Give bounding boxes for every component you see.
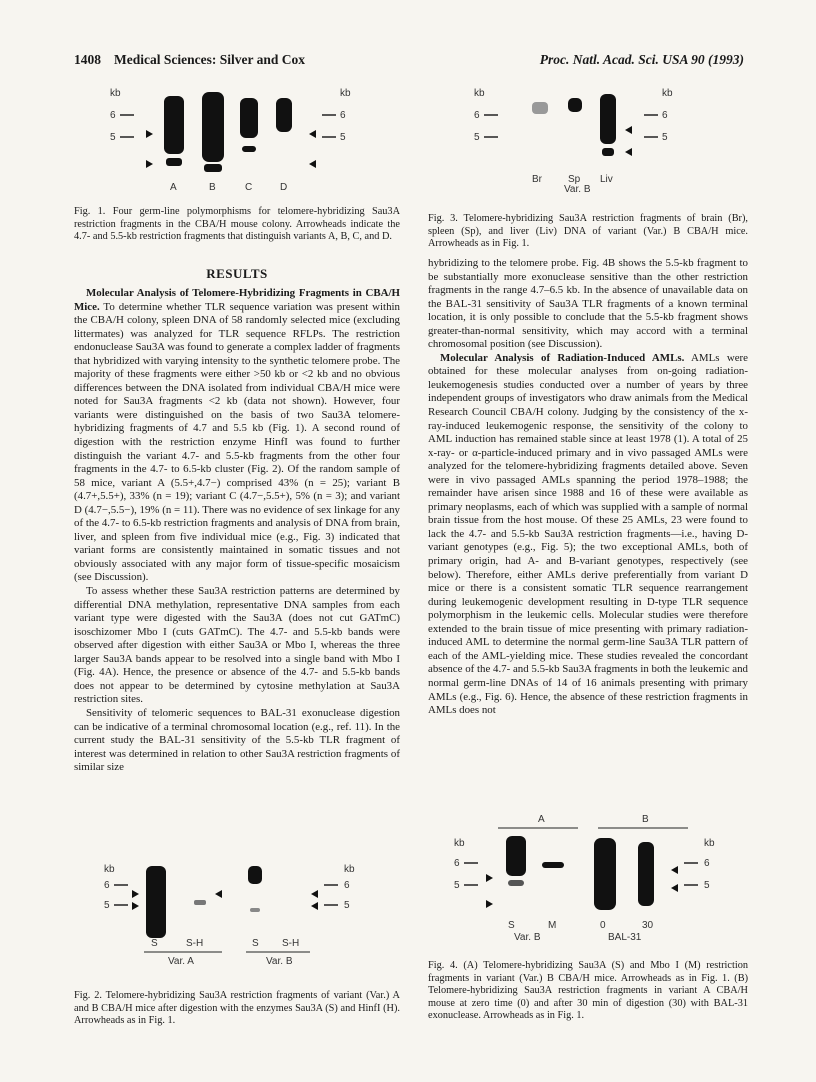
- fig3-group-label: Var. B: [564, 184, 591, 194]
- fig2-band-lane-sh: [194, 900, 206, 905]
- figure-3: [466, 84, 706, 194]
- figure-2-blot: [96, 860, 376, 998]
- fig2-arrowhead: [311, 902, 318, 910]
- fig1-arrowhead: [309, 160, 316, 168]
- right-column-text: [428, 257, 748, 718]
- fig3-kb6-right: 6: [662, 110, 668, 121]
- fig1-band-lane-a: [164, 96, 184, 154]
- fig1-band-lane-c: [240, 98, 258, 138]
- fig3-band-sp: [568, 98, 582, 112]
- fig2-lane-label: S-H: [282, 938, 300, 949]
- fig1-arrowhead: [146, 130, 153, 138]
- fig1-band-lane-d: [276, 98, 292, 132]
- fig4-group-label: BAL-31: [608, 932, 642, 943]
- figure-3-blot: [466, 84, 706, 194]
- fig2-kb-left: kb: [104, 864, 115, 875]
- fig4-band-m: [542, 862, 564, 868]
- paragraph: To assess whether these Sau3A restriction patterns are determined by differential DNA methylation, representative DNA samples from each variant type were digested with the Sau3A (does not cut GATmC) isoschizomer Mbo I (cuts GATmC). The 4.7- and 5.5-kb bands were observed after digestion with either Sau3A or Mbo I, whereas the three larger Sau3A bands appear to be resolved into a single band with Mbo I (Fig. 4A). Hence, the presence or absence of the 4.7- and 5.5-kb bands does not appear to be determined by cytosine methylation at Sau3A restriction sites.: [74, 585, 400, 706]
- figure-4: [448, 808, 738, 950]
- fig4-kb6-right: 6: [704, 858, 710, 869]
- fig3-arrowhead: [625, 126, 632, 134]
- figure-1-blot: [100, 84, 370, 196]
- fig1-arrowhead: [309, 130, 316, 138]
- paragraph: Molecular Analysis of Radiation-Induced AMLs. AMLs were obtained for these molecular analyses from on-going radiation-leukemogenesis studies conducted over a number of years by three independent groups of investigators who draw animals from the Medical Research Council CBA/H colony. Judging by the consistency of the x-ray-induced leukemogenic response, the sensitivity of the colony to AML induction has remained stable since at least 1978 (1). A total of 25 x-ray- or α-particle-induced primary and in vivo passaged AMLs were analyzed for the telomere-hybridizing fragments detailed above. Seven were in vivo passaged AMLs spanning the period 1978–1988; the remainder have arisen since 1988 and 16 of these were available as primary neoplasms, each of which was supplied with a sample of normal brain tissue from the host mouse. Of these 25 AMLs, 23 were found to lack the 4.7- and 5.5-kb Sau3A restriction fragments—i.e., having D-variant genotypes (e.g., Fig. 5); the two exceptional AMLs, both of primary origin, had A- and B-variant genotypes, respectively (see below). Therefore, either AMLs derive preferentially from variant D mice or there is a consistent somatic TLR sequence rearrangement during leukemogenic development resulting in D-type TLR sequence polymorphism in the leukemic cells. Molecular studies were therefore extended to the brain tissue of mice presenting with primary radiation-induced AML to determine the normal germ-line Sau3A TLR pattern of each of the AML-yielding mice. These studies revealed the concordant absence of the 4.7- and 5.5-kb Sau3A fragments in both the leukemic and normal germ-line DNAs of 14 of 16 animals presenting with primary AMLs (e.g., Fig. 6). Hence, the absence of these restriction fragments in AMLs does not: [428, 351, 748, 717]
- running-header: [74, 52, 744, 70]
- fig3-kb6-left: 6: [474, 110, 480, 121]
- fig4-kb6-left: 6: [454, 858, 460, 869]
- fig1-kb5-right: 5: [340, 132, 346, 143]
- fig3-kb-right: kb: [662, 88, 673, 99]
- paragraph-title: Molecular Analysis of Telomere-Hybridizing Fragments in CBA/H Mice.: [74, 287, 400, 313]
- fig1-kb-left: kb: [110, 88, 121, 99]
- fig2-kb5-left: 5: [104, 900, 110, 911]
- fig3-kb5-right: 5: [662, 132, 668, 143]
- fig4-band-30: [638, 842, 654, 906]
- fig2-lane-label: S: [151, 938, 158, 949]
- fig4-kb-right: kb: [704, 838, 715, 849]
- figure-2: [96, 860, 376, 998]
- fig1-band-lane-b: [202, 92, 224, 162]
- fig4-arrowhead: [486, 874, 493, 882]
- fig1-lane-label: B: [209, 182, 216, 193]
- fig1-arrowhead: [146, 160, 153, 168]
- fig4-group-label: Var. B: [514, 932, 541, 943]
- fig4-panel-b: B: [642, 814, 649, 825]
- figure-4-caption: Fig. 4. (A) Telomere-hybridizing Sau3A (S) and Mbo I (M) restriction fragments in variant (Var.) B CBA/H mice. Arrowheads as in Fig. 1. (B) Telomere-hybridizing Sau3A restriction fragments in variant A CBA/H mouse at zero time (0) and after 30 min of digestion (30) with BAL-31 exonuclease. Arrowheads as in Fig. 1.: [428, 960, 748, 1022]
- fig1-kb6-right: 6: [340, 110, 346, 121]
- fig4-arrowhead: [671, 884, 678, 892]
- fig3-band-br: [532, 102, 548, 114]
- fig3-lane-label: Br: [532, 174, 542, 185]
- journal-citation: Proc. Natl. Acad. Sci. USA 90 (1993): [539, 52, 744, 67]
- fig1-band-lane-a: [166, 158, 182, 166]
- fig2-kb5-right: 5: [344, 900, 350, 911]
- fig2-lane-label: S: [252, 938, 259, 949]
- section-title: Medical Sciences: Silver and Cox: [114, 52, 305, 67]
- fig4-kb5-left: 5: [454, 880, 460, 891]
- paragraph: Sensitivity of telomeric sequences to BAL-31 exonuclease digestion can be indicative of a terminal chromosomal location (e.g., ref. 11). In the current study the BAL-31 sensitivity of the 5.5-kb TLR fragment of interest was determined in relation to other Sau3A restriction fragments of similar size: [74, 706, 400, 774]
- fig1-band-lane-b: [204, 164, 222, 172]
- fig1-kb6-left: 6: [110, 110, 116, 121]
- fig2-group-label: Var. B: [266, 956, 293, 967]
- fig2-arrowhead: [311, 890, 318, 898]
- fig3-band-liv: [600, 94, 616, 144]
- fig2-kb6-right: 6: [344, 880, 350, 891]
- fig4-arrowhead: [671, 866, 678, 874]
- figure-4-blot: [448, 808, 738, 950]
- fig4-lane-label: M: [548, 920, 557, 931]
- figure-2-caption: Fig. 2. Telomere-hybridizing Sau3A restriction fragments of variant (Var.) A and B CBA/H mice after digestion with the enzymes Sau3A (S) and HinfI (H). Arrowheads as in Fig. 1.: [74, 990, 400, 1027]
- fig4-kb5-right: 5: [704, 880, 710, 891]
- results-heading: RESULTS: [206, 266, 268, 281]
- fig4-band-s: [508, 880, 524, 886]
- left-column-text: [74, 287, 400, 775]
- fig1-band-lane-c: [242, 146, 256, 152]
- figure-1: [100, 84, 370, 196]
- fig3-lane-label: Sp: [568, 174, 581, 185]
- fig2-kb6-left: 6: [104, 880, 110, 891]
- fig3-band-liv: [602, 148, 614, 156]
- fig1-lane-label: D: [280, 182, 288, 193]
- fig4-band-0: [594, 838, 616, 910]
- paragraph: Molecular Analysis of Telomere-Hybridizing Fragments in CBA/H Mice. To determine whether TLR sequence variation was present within the CBA/H colony, spleen DNA of 58 randomly selected mice (excluding littermates) was analyzed for TLR sequence RFLPs. The restriction endonuclease Sau3A was found to generate a complex ladder of fragments that hybridized with varying intensity to the synthetic telomere probe. The majority of these fragments were either >50 kb or <2 kb and no obvious differences between the DNA isolated from individual CBA/H mice were noted for Sau3A fragments <2 kb (data not shown). However, four variants were distinguished on the basis of two Sau3A telomere-hybridizing fragments of 4.7 and 5.5 kb (Fig. 1). A second round of digestion with the restriction enzyme HinfI was found to further distinguish the variant 4.7- and 5.5-kb fragments from the other four fragments in the 4.7- to 6.5-kb cluster (Fig. 2). Of the random sample of 58 mice, variant A (5.5+,4.7−) comprised 43% (n = 25); variant B (4.7+,5.5+), 33% (n = 19); variant C (4.7−,5.5+), 5% (n = 3); and variant D (4.7−,5.5−), 19% (n = 11). There was no evidence of sex linkage for any of the 4.7- to 6.5-kb restriction fragments and analysis of DNA from brain, liver, and spleen from five individual mice (e.g., Fig. 3) indicated that variant forms are consistently maintained in somatic tissues and not obviously associated with any major form of tissue-specific mosaicism (see Discussion).: [74, 287, 400, 584]
- fig1-kb5-left: 5: [110, 132, 116, 143]
- fig4-lane-label: 0: [600, 920, 606, 931]
- fig1-lane-label: A: [170, 182, 177, 193]
- fig2-kb-right: kb: [344, 864, 355, 875]
- fig2-arrowhead: [132, 902, 139, 910]
- fig1-kb-right: kb: [340, 88, 351, 99]
- fig4-arrowhead: [486, 900, 493, 908]
- fig2-arrowhead: [215, 890, 222, 898]
- fig4-lane-label: 30: [642, 920, 654, 931]
- fig2-group-label: Var. A: [168, 956, 194, 967]
- fig3-kb5-left: 5: [474, 132, 480, 143]
- fig4-panel-a: A: [538, 814, 545, 825]
- fig2-arrowhead: [132, 890, 139, 898]
- fig2-lane-label: S-H: [186, 938, 204, 949]
- fig3-arrowhead: [625, 148, 632, 156]
- fig3-lane-label: Liv: [600, 174, 613, 185]
- figure-1-caption: Fig. 1. Four germ-line polymorphisms for telomere-hybridizing Sau3A restriction fragments in the CBA/H mouse colony. Arrowheads indicate the 4.7- and 5.5-kb restriction fragments that distinguish variants A, B, C, and D.: [74, 206, 400, 243]
- page-number: 1408: [74, 52, 101, 67]
- fig4-lane-label: S: [508, 920, 515, 931]
- fig2-band-lane-s2: [250, 908, 260, 912]
- fig2-band-lane-s: [146, 866, 166, 938]
- fig3-kb-left: kb: [474, 88, 485, 99]
- fig1-lane-label: C: [245, 182, 253, 193]
- fig2-band-lane-s2: [248, 866, 262, 884]
- figure-3-caption: Fig. 3. Telomere-hybridizing Sau3A restriction fragments of brain (Br), spleen (Sp), and liver (Liv) DNA of variant (Var.) B CBA/H mice. Arrowheads as in Fig. 1.: [428, 213, 748, 250]
- fig4-band-s: [506, 836, 526, 876]
- paragraph: hybridizing to the telomere probe. Fig. 4B shows the 5.5-kb fragment to be substantially more exonuclease sensitive than the other restriction fragments in the range 4.7–6.5 kb. In the absence of unavailable data on the BAL-31 sensitivity of Sau3A TLR fragments of a known terminal location, it is only possible to conclude that the 5.5-kb fragment shows greater-than-normal sensitivity, which may accord with a terminal chromosomal position (see Discussion).: [428, 257, 748, 351]
- paragraph-title: Molecular Analysis of Radiation-Induced AMLs.: [440, 351, 685, 364]
- fig4-kb-left: kb: [454, 838, 465, 849]
